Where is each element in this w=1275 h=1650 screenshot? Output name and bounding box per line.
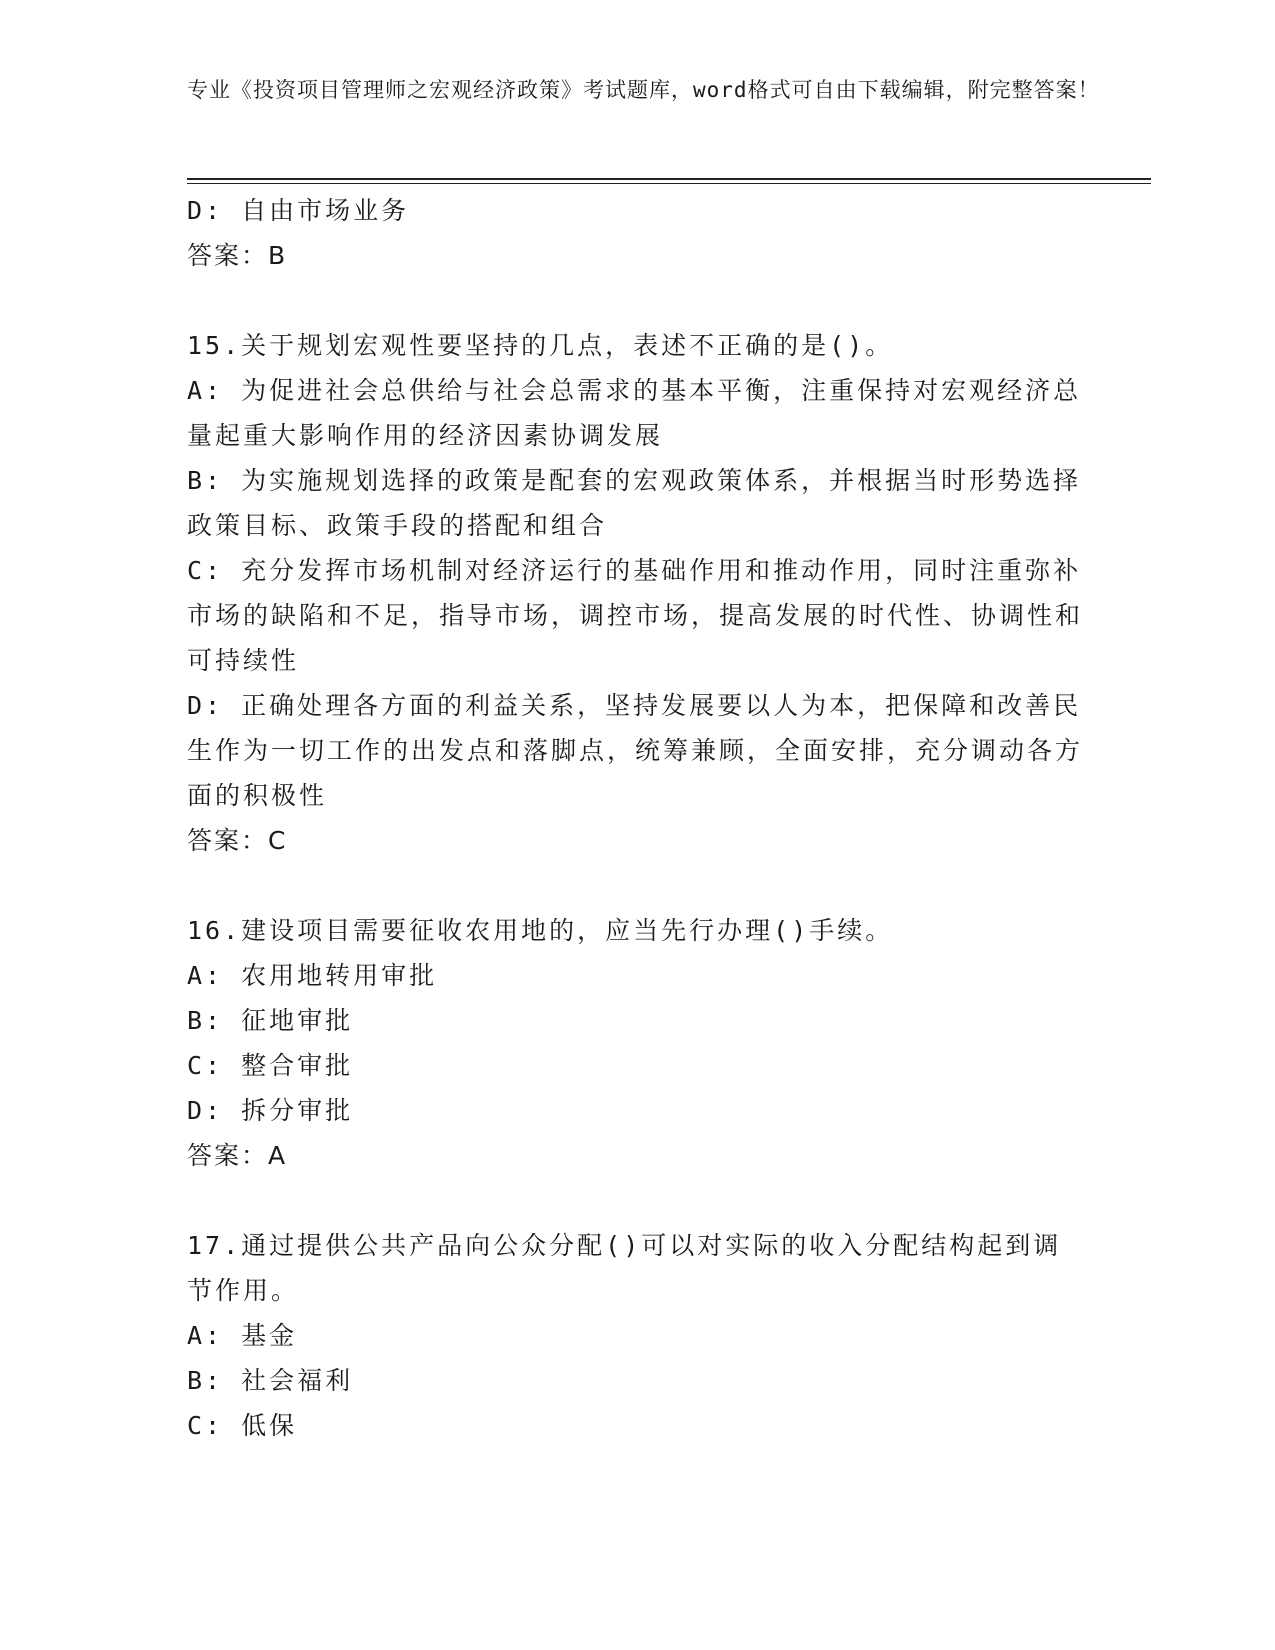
- answer: 答案：C: [187, 826, 288, 855]
- option-d: D: 正确处理各方面的利益关系，坚持发展要以人为本，把保障和改善民生作为一切工作的出发点和落脚点，统筹兼顾，全面安排，充分调动各方面的积极性: [187, 691, 1084, 810]
- answer: 答案：A: [187, 1141, 288, 1170]
- option-a: A: 基金: [187, 1321, 298, 1350]
- option-b: B: 社会福利: [187, 1366, 354, 1395]
- question-17: [187, 1223, 1087, 1448]
- document-header: 专业《投资项目管理师之宏观经济政策》考试题库，word格式可自由下载编辑，附完整答案！: [187, 78, 1100, 102]
- option-d: D: 拆分审批: [187, 1096, 354, 1125]
- question-stem: 16.建设项目需要征收农用地的，应当先行办理()手续。: [187, 916, 894, 945]
- option-c: C: 低保: [187, 1411, 298, 1440]
- answer: 答案：B: [187, 241, 288, 270]
- option-a: A: 农用地转用审批: [187, 961, 438, 990]
- option-d: D: 自由市场业务: [187, 196, 410, 225]
- header-divider-thin: [187, 183, 1151, 184]
- question-16: [187, 908, 1087, 1178]
- option-c: C: 整合审批: [187, 1051, 354, 1080]
- question-stem: 15.关于规划宏观性要坚持的几点，表述不正确的是()。: [187, 331, 894, 360]
- option-c: C: 充分发挥市场机制对经济运行的基础作用和推动作用，同时注重弥补市场的缺陷和不足，指导市场，调控市场，提高发展的时代性、协调性和可持续性: [187, 556, 1084, 675]
- option-b: B: 为实施规划选择的政策是配套的宏观政策体系，并根据当时形势选择政策目标、政策手段的搭配和组合: [187, 466, 1082, 540]
- question-stem: 17.通过提供公共产品向公众分配()可以对实际的收入分配结构起到调节作用。: [187, 1231, 1062, 1305]
- header-divider-thick: [187, 178, 1151, 180]
- question-15: [187, 323, 1087, 863]
- document-body: [187, 188, 1087, 1448]
- option-b: B: 征地审批: [187, 1006, 354, 1035]
- option-a: A: 为促进社会总供给与社会总需求的基本平衡，注重保持对宏观经济总量起重大影响作用的经济因素协调发展: [187, 376, 1082, 450]
